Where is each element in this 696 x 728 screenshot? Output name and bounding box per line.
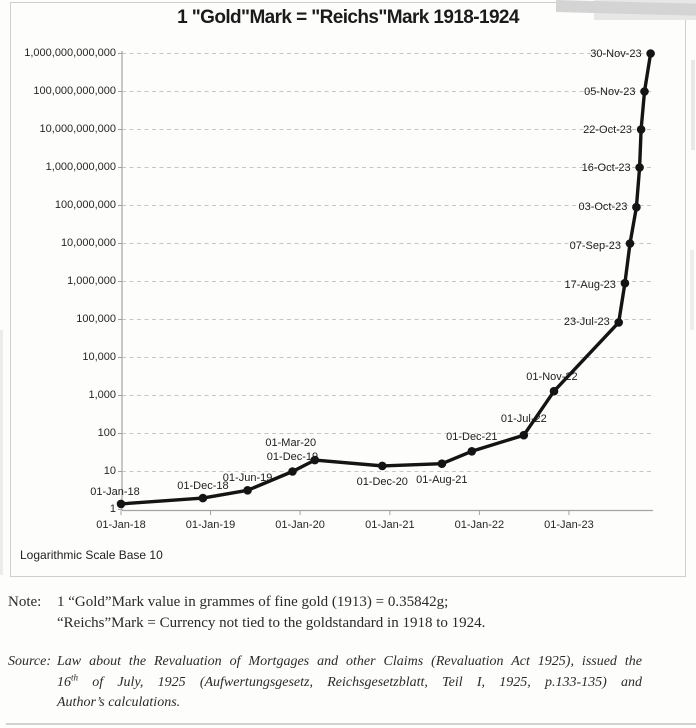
data-point-marker bbox=[520, 431, 529, 440]
data-point-marker bbox=[614, 318, 623, 327]
data-point-label: 30-Nov-23 bbox=[590, 47, 642, 60]
data-point-label: 17-Aug-23 bbox=[564, 279, 616, 292]
data-point-marker bbox=[550, 387, 559, 396]
data-point-marker bbox=[199, 494, 208, 503]
x-axis-label: 01-Jan-19 bbox=[185, 519, 236, 531]
y-axis-label: 100,000,000 bbox=[54, 198, 116, 211]
y-axis-label: 10,000,000,000 bbox=[39, 122, 116, 135]
data-point-marker bbox=[621, 279, 630, 288]
data-point-label: 01-Dec-20 bbox=[356, 475, 408, 488]
note-section bbox=[8, 592, 688, 634]
source-line-2 bbox=[57, 673, 642, 694]
data-point-marker bbox=[468, 447, 477, 456]
y-axis-label: 10 bbox=[103, 464, 116, 477]
data-point-label: 01-Jul-22 bbox=[500, 413, 547, 426]
data-point-marker bbox=[635, 163, 644, 172]
scan-artifact-bottom-line bbox=[6, 723, 696, 725]
y-axis-label: 100,000 bbox=[76, 312, 116, 325]
y-axis-label: 1,000 bbox=[88, 388, 116, 401]
data-point-marker bbox=[243, 486, 252, 495]
y-axis-label: 10,000,000 bbox=[60, 236, 116, 249]
scan-artifact-right-edge-1 bbox=[691, 60, 695, 150]
x-axis-label: 01-Jan-21 bbox=[365, 519, 415, 531]
log-scale-label: Logarithmic Scale Base 10 bbox=[20, 548, 163, 562]
data-point-label: 01-Dec-19 bbox=[266, 450, 319, 463]
x-axis-label: 01-Jan-20 bbox=[275, 519, 325, 531]
data-point-label: 05-Nov-23 bbox=[584, 85, 636, 98]
y-axis-label: 1 bbox=[109, 502, 116, 515]
source-line-2-post: of July, 1925 (Aufwertungsgesetz, Reichsgesetzblatt, Teil I, 1925, p.133-135) and bbox=[78, 674, 642, 690]
data-point-marker bbox=[632, 203, 641, 212]
chart-title: 1 "Gold"Mark = "Reichs"Mark 1918-1924 bbox=[177, 7, 519, 28]
data-point-label: 01-Dec-18 bbox=[177, 480, 229, 493]
y-axis-label: 10,000 bbox=[82, 350, 116, 363]
data-point-marker bbox=[646, 49, 655, 58]
data-point-marker bbox=[311, 456, 320, 465]
source-line-1: Law about the Revaluation of Mortgages and other Claims (Revaluation Act 1925), issued the bbox=[57, 654, 642, 669]
data-point-marker bbox=[626, 239, 635, 248]
data-point-label: 01-Dec-21 bbox=[446, 431, 498, 444]
data-point-label: 01-Mar-20 bbox=[265, 437, 317, 450]
data-point-label: 01-Aug-21 bbox=[416, 473, 468, 486]
ordinal-superscript: th bbox=[71, 671, 79, 682]
data-point-label: 23-Jul-23 bbox=[563, 316, 610, 329]
data-point-marker bbox=[438, 459, 447, 468]
data-point-label: 01-Jan-18 bbox=[90, 485, 140, 498]
data-point-marker bbox=[288, 467, 297, 476]
data-point-marker bbox=[117, 500, 126, 509]
y-axis-label: 100,000,000,000 bbox=[33, 84, 116, 97]
scan-artifact-right-edge-2 bbox=[690, 250, 694, 330]
data-point-marker bbox=[637, 125, 646, 134]
data-point-label: 22-Oct-23 bbox=[583, 123, 633, 136]
source-section bbox=[8, 652, 688, 714]
note-text bbox=[57, 592, 677, 634]
x-axis-label: 01-Jan-22 bbox=[454, 519, 505, 531]
data-point-label: 01-Nov-22 bbox=[526, 371, 578, 384]
source-line-2-pre: 16 bbox=[57, 674, 71, 690]
note-line-2: “Reichs”Mark = Currency not tied to the goldstandard in 1918 to 1924. bbox=[57, 615, 486, 631]
data-point-marker bbox=[640, 87, 649, 96]
x-axis-label: 01-Jan-23 bbox=[544, 519, 594, 531]
note-line-1: 1 “Gold”Mark value in grammes of fine gold (1913) = 0.35842g; bbox=[57, 594, 449, 610]
scan-artifact-left-edge bbox=[0, 330, 3, 575]
y-axis-label: 1,000,000,000,000 bbox=[24, 46, 116, 59]
source-text bbox=[57, 652, 642, 714]
data-point-marker bbox=[378, 462, 387, 471]
series-line bbox=[121, 54, 651, 504]
y-axis-label: 1,000,000 bbox=[67, 274, 116, 287]
source-heading: Source: bbox=[8, 654, 52, 669]
data-point-label: 01-Jun-19 bbox=[222, 472, 273, 485]
x-axis-label: 01-Jan-18 bbox=[96, 519, 146, 531]
y-axis-label: 100 bbox=[97, 426, 116, 439]
data-point-label: 16-Oct-23 bbox=[581, 161, 631, 174]
source-line-3: Author’s calculations. bbox=[57, 695, 181, 710]
data-point-label: 07-Sep-23 bbox=[569, 239, 622, 252]
y-axis-label: 1,000,000,000 bbox=[45, 160, 116, 173]
data-point-label: 03-Oct-23 bbox=[578, 201, 628, 214]
note-heading: Note: bbox=[8, 594, 42, 610]
